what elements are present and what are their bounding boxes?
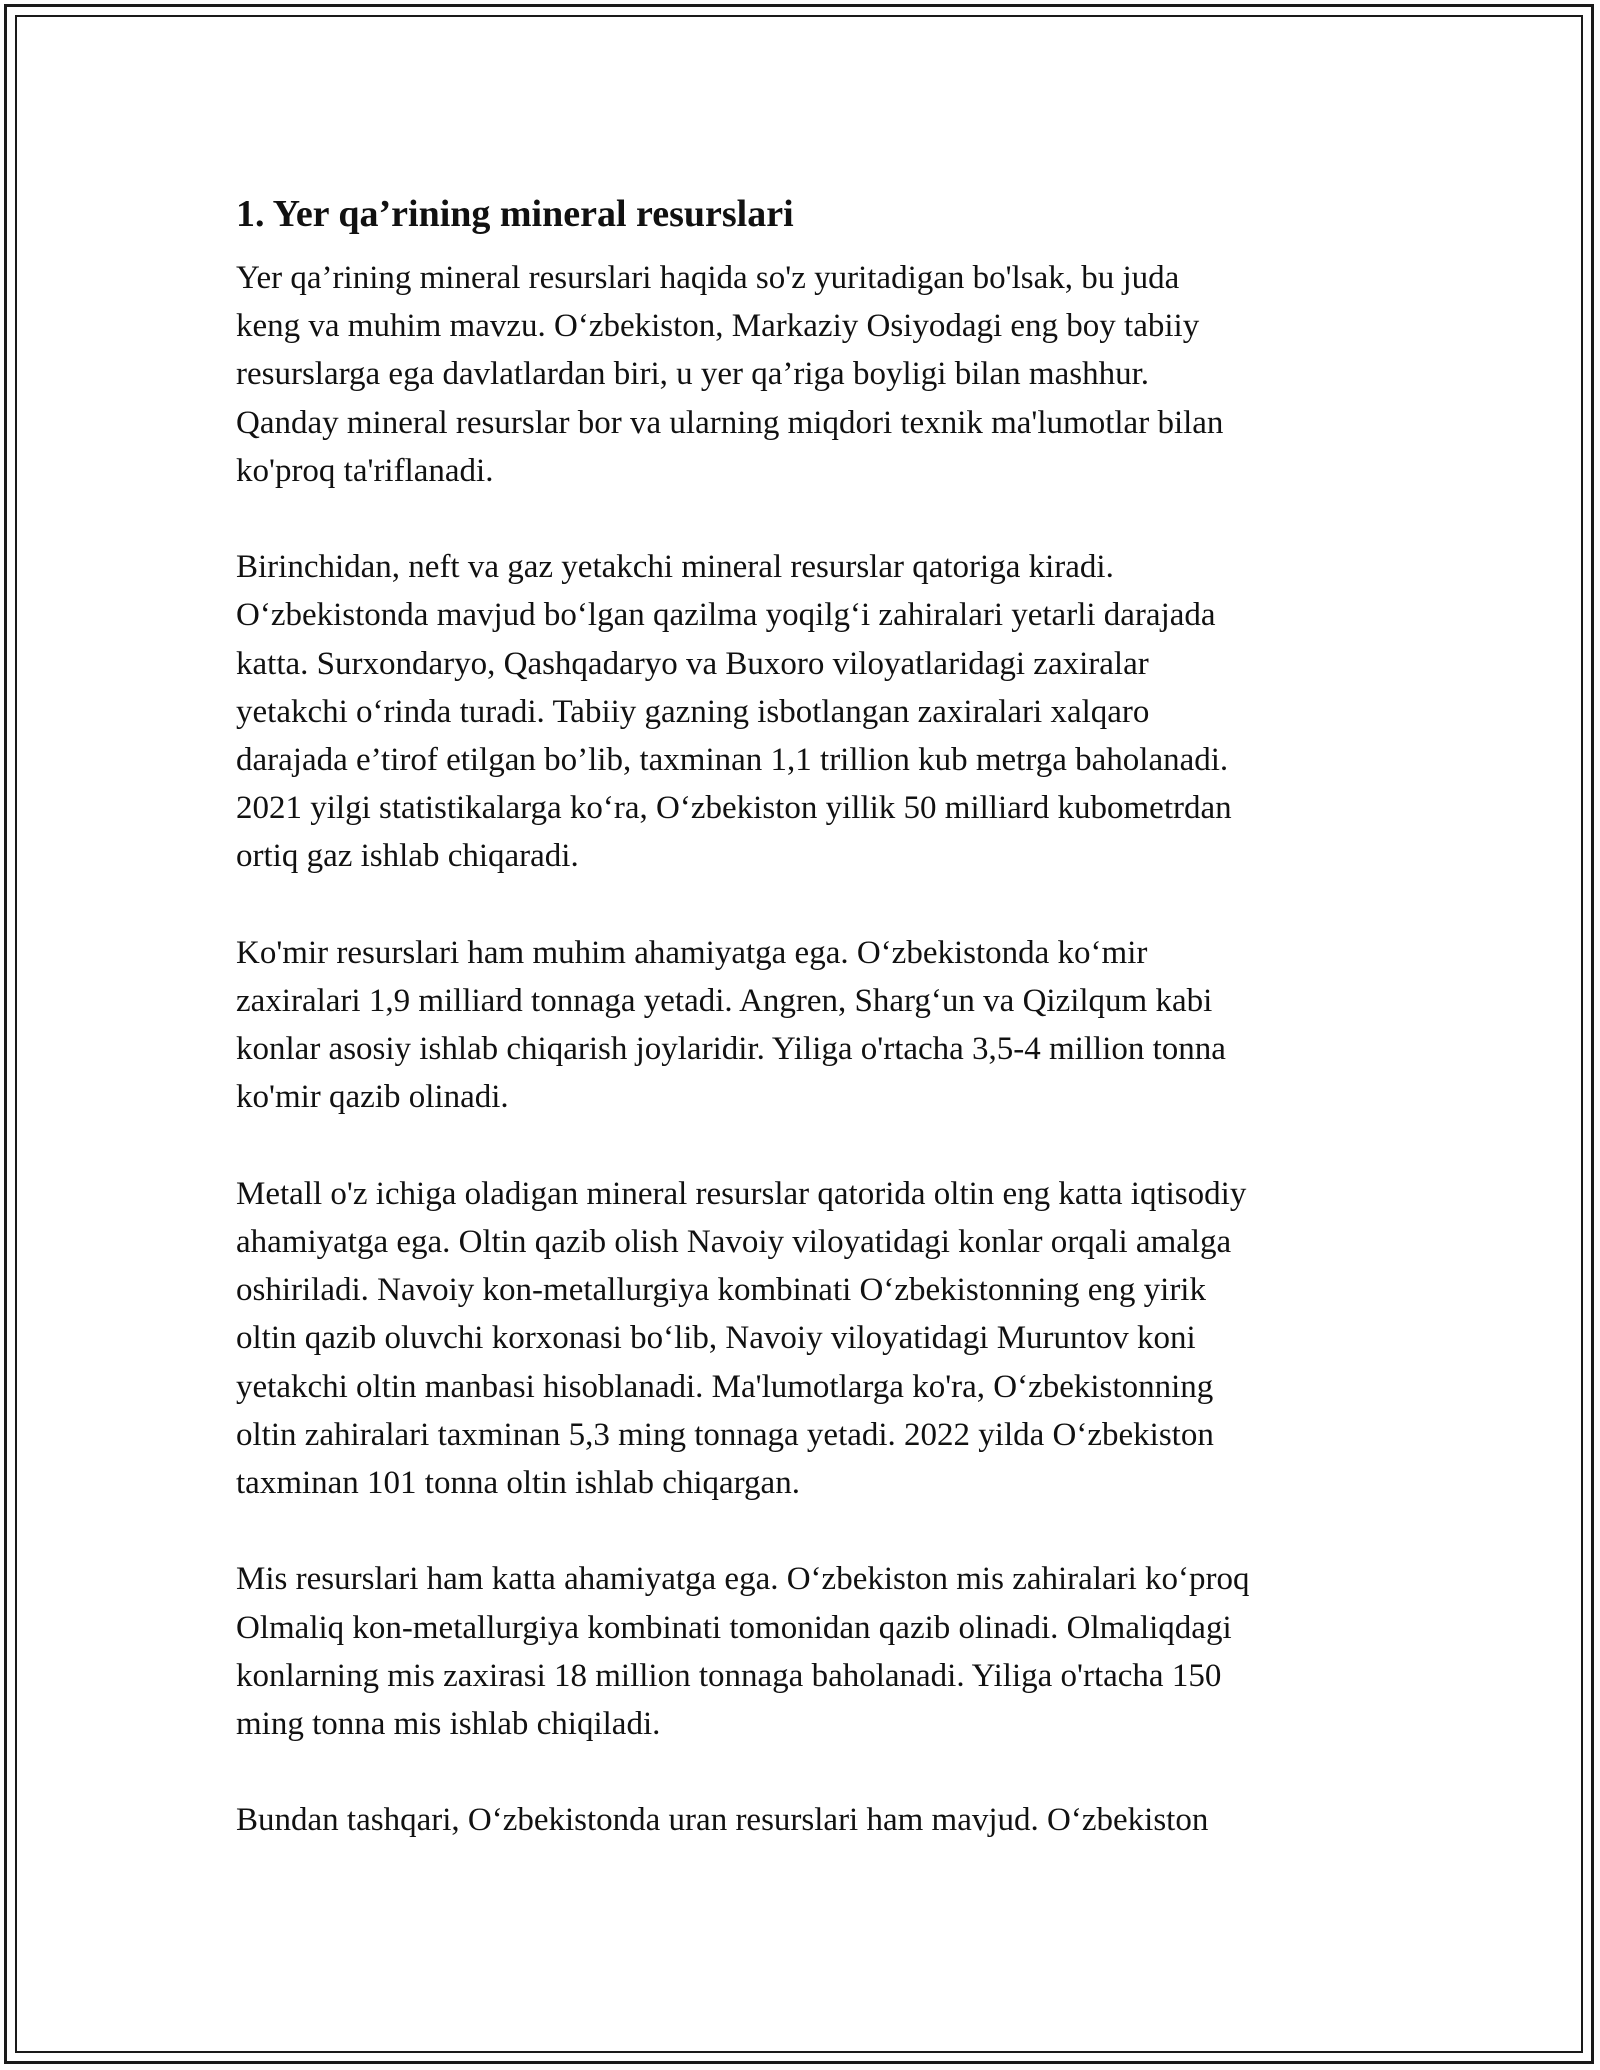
text-line: ko'mir qazib olinadi. [236, 1079, 509, 1116]
text-line: Olmaliq kon-metallurgiya kombinati tomonidan qazib olinadi. Olmaliqdagi [236, 1609, 1232, 1646]
text-line: Ko'mir resurslari ham muhim ahamiyatga ega. O‘zbekistonda ko‘mir [236, 934, 1148, 971]
text-line: Mis resurslari ham katta ahamiyatga ega. O‘zbekiston mis zahiralari ko‘proq [236, 1561, 1250, 1598]
text-line: yetakchi o‘rinda turadi. Tabiiy gazning isbotlangan zaxiralari xalqaro [236, 693, 1150, 730]
text-line: resurslarga ega davlatlardan biri, u yer qa’riga boyligi bilan mashhur. [236, 356, 1150, 393]
text-line: zaxiralari 1,9 milliard tonnaga yetadi. Angren, Sharg‘un va Qizilqum kabi [236, 983, 1213, 1020]
text-line: katta. Surxondaryo, Qashqadaryo va Buxoro viloyatlaridagi zaxiralar [236, 645, 1149, 682]
text-line: yetakchi oltin manbasi hisoblanadi. Ma'lumotlarga ko'ra, O‘zbekistonning [236, 1368, 1214, 1405]
text-line: oltin zahiralari taxminan 5,3 ming tonnaga yetadi. 2022 yilda O‘zbekiston [236, 1416, 1214, 1453]
text-line: Qanday mineral resurslar bor va ularning miqdori texnik ma'lumotlar bilan [236, 404, 1224, 441]
document-body [236, 186, 1366, 1893]
paragraph-coal [236, 929, 1366, 1122]
paragraph-gold [236, 1170, 1366, 1507]
paragraph-intro [236, 254, 1366, 495]
text-line: oshiriladi. Navoiy kon-metallurgiya kombinati O‘zbekistonning eng yirik [236, 1272, 1206, 1309]
text-line: O‘zbekistonda mavjud bo‘lgan qazilma yoqilg‘i zahiralari yetarli darajada [236, 597, 1216, 634]
text-line: ahamiyatga ega. Oltin qazib olish Navoiy viloyatidagi konlar orqali amalga [236, 1224, 1232, 1261]
paragraph-oil-gas [236, 543, 1366, 880]
text-line: keng va muhim mavzu. O‘zbekiston, Markaziy Osiyodagi eng boy tabiiy [236, 308, 1200, 345]
text-line: konlarning mis zaxirasi 18 million tonnaga baholanadi. Yiliga o'rtacha 150 [236, 1657, 1222, 1694]
text-line: Metall o'z ichiga oladigan mineral resurslar qatorida oltin eng katta iqtisodiy [236, 1175, 1247, 1212]
text-line: Bundan tashqari, O‘zbekistonda uran resurslari ham mavjud. O‘zbekiston [236, 1802, 1209, 1839]
text-line: ko'proq ta'riflanadi. [236, 452, 494, 489]
text-line: ortiq gaz ishlab chiqaradi. [236, 838, 579, 875]
paragraph-copper [236, 1555, 1366, 1748]
text-line: taxminan 101 tonna oltin ishlab chiqargan. [236, 1465, 800, 1502]
text-line: Birinchidan, neft va gaz yetakchi mineral resurslar qatoriga kiradi. [236, 549, 1114, 586]
paragraph-uranium [236, 1796, 1366, 1844]
text-line: oltin qazib oluvchi korxonasi bo‘lib, Navoiy viloyatidagi Muruntov koni [236, 1320, 1196, 1357]
text-line: ming tonna mis ishlab chiqiladi. [236, 1706, 661, 1743]
text-line: darajada e’tirof etilgan bo’lib, taxminan 1,1 trillion kub metrga baholanadi. [236, 742, 1229, 779]
text-line: Yer qa’rining mineral resurslari haqida so'z yuritadigan bo'lsak, bu juda [236, 260, 1180, 296]
text-line: 2021 yilgi statistikalarga ko‘ra, O‘zbekiston yillik 50 milliard kubometrdan [236, 790, 1232, 827]
text-line: konlar asosiy ishlab chiqarish joylaridir. Yiliga o'rtacha 3,5-4 million tonna [236, 1031, 1226, 1068]
section-heading: 1. Yer qa’rining mineral resurslari [236, 193, 794, 235]
